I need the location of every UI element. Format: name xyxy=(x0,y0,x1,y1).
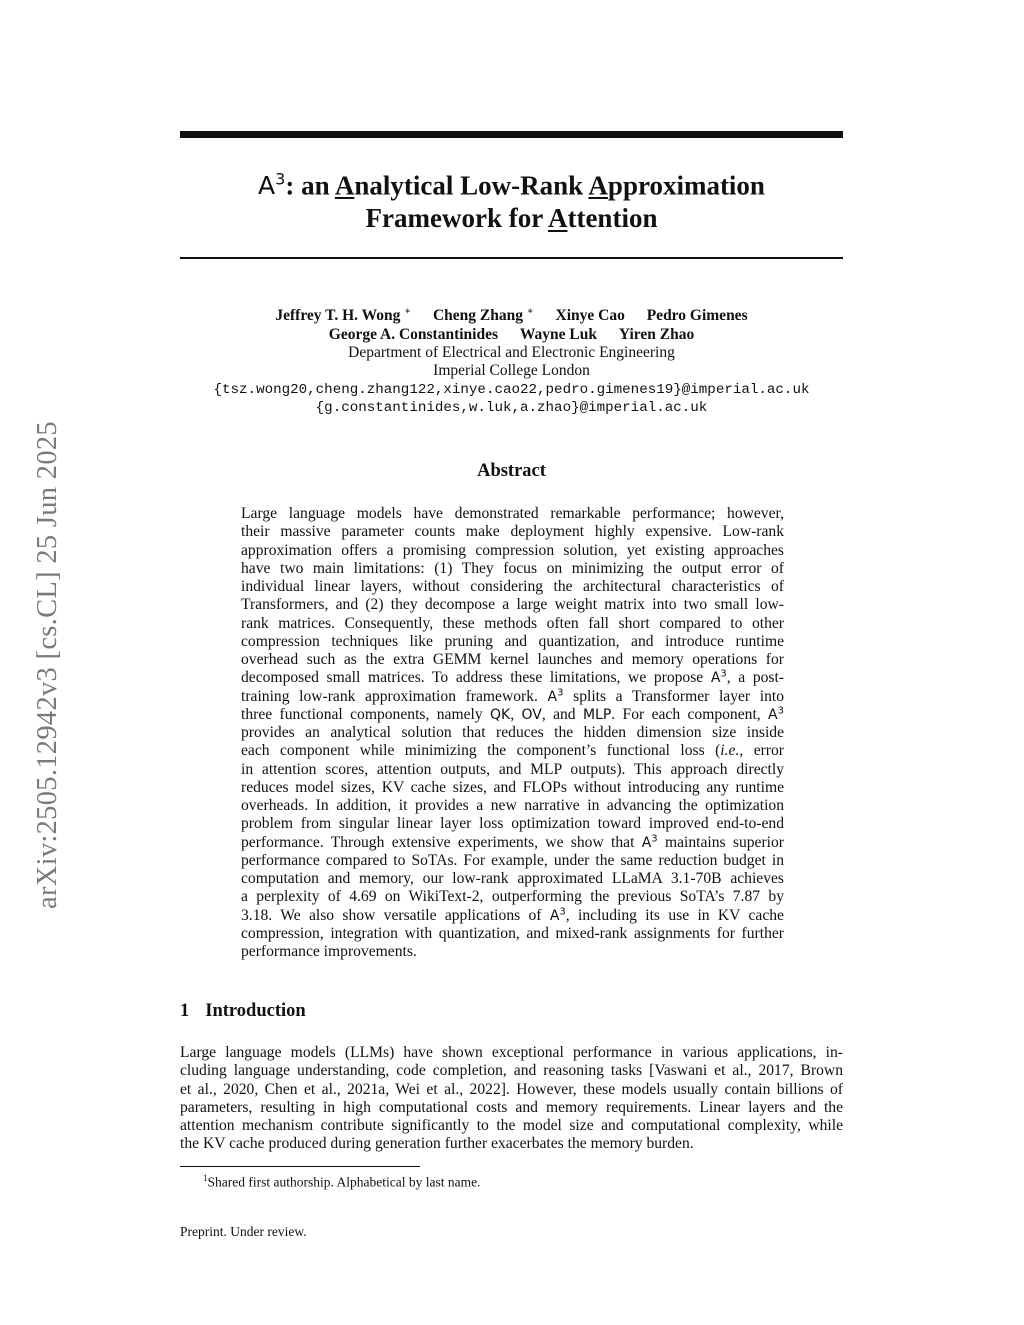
intro-line: parameters, resulting in high computational costs and memory requirements. Linear layers and the xyxy=(180,1098,843,1116)
abstract-line: individual linear layers, without considering the architectural characteristics of xyxy=(241,578,784,595)
author-department: Department of Electrical and Electronic Engineering xyxy=(348,343,675,361)
author-block xyxy=(180,303,843,418)
abstract-line: reduces model sizes, KV cache sizes, and FLOPs without introducing any runtime xyxy=(241,778,784,796)
abstract-line: each component while minimizing the component’s functional loss (i.e., error xyxy=(241,742,784,760)
author-name: Xinye Cao xyxy=(555,307,625,325)
abstract-line: approximation offers a promising compression solution, yet existing approaches xyxy=(241,541,784,559)
author-name: George A. Constantinides xyxy=(328,325,498,343)
abstract-line: overhead such as the extra GEMM kernel launches and memory operations for xyxy=(241,651,784,668)
abstract-line: compression techniques like pruning and quantization, and introduce runtime xyxy=(241,632,784,650)
introduction-text xyxy=(180,1044,843,1154)
title-top-rule xyxy=(180,131,843,138)
abstract-line: problem from singular linear layer loss optimization toward improved end-to-end xyxy=(241,815,784,833)
preprint-notice: Preprint. Under review. xyxy=(180,1224,307,1239)
title-line-2: Framework for Attention xyxy=(365,203,658,234)
intro-line: attention mechanism contribute significantly to the model size and computational complexity, while xyxy=(180,1117,843,1134)
author-email-1: {tsz.wong20,cheng.zhang122,xinye.cao22,pedro.gimenes19}@imperial.ac.uk xyxy=(213,381,810,398)
author-name: Yiren Zhao xyxy=(618,325,695,343)
intro-line: Large language models (LLMs) have shown exceptional performance in various applications, in- xyxy=(180,1044,843,1061)
title-line-1: $A^3$: an Analytical Low-Rank Approximation xyxy=(258,170,765,201)
intro-line: cluding language understanding, code completion, and reasoning tasks [Vaswani et al., 2017, Brown xyxy=(180,1062,843,1080)
title-bottom-rule xyxy=(180,257,843,259)
author-names-row-2 xyxy=(180,326,843,344)
abstract-line: compression, integration with quantization, and mixed-rank assignments for further xyxy=(241,924,784,942)
abstract-line: performance. Through extensive experiments, we show that $A^3$ maintains superior xyxy=(241,832,784,851)
abstract-heading: Abstract xyxy=(477,461,546,481)
arxiv-identifier-stamp: arXiv:2505.12942v3 [cs.CL] 25 Jun 2025 xyxy=(32,421,63,909)
abstract-line: Transformers, and (2) they decompose a large weight matrix into two small low- xyxy=(241,596,784,614)
footnote-rule xyxy=(180,1166,420,1167)
title-symbol: $A^3$ xyxy=(258,170,286,201)
intro-line: the KV cache produced during generation further exacerbates the memory burden. xyxy=(180,1135,694,1153)
abstract-line: computation and memory, our low-rank approximated LLaMA 3.1-70B achieves xyxy=(241,870,784,887)
author-names-row-1 xyxy=(180,303,843,326)
author-name: Jeffrey T. H. Wong ∗ xyxy=(275,306,412,325)
author-institution: Imperial College London xyxy=(433,362,590,380)
section-heading-introduction: 1 Introduction xyxy=(180,1001,306,1021)
abstract-line: Large language models have demonstrated remarkable performance; however, xyxy=(241,505,784,522)
abstract-line: have two main limitations: (1) They focus on minimizing the output error of xyxy=(241,559,784,577)
abstract-line: in attention scores, attention outputs, and MLP outputs). This approach directly xyxy=(241,760,784,778)
footnote: $^1$Shared first authorship. Alphabetical by last name. xyxy=(203,1173,481,1190)
author-email-2: {g.constantinides,w.luk,a.zhao}@imperial.ac.uk xyxy=(315,400,708,417)
abstract-line: performance improvements. xyxy=(241,943,417,960)
abstract-line: three functional components, namely QK, OV, and MLP. For each component, $A^3$ xyxy=(241,705,784,723)
abstract-line: performance compared to SoTAs. For example, under the same reduction budget in xyxy=(241,851,784,869)
abstract-line: training low-rank approximation framework. $A^3$ splits a Transformer layer into xyxy=(241,686,784,705)
abstract-line: overheads. In addition, it provides a new narrative in advancing the optimization xyxy=(241,797,784,814)
abstract-line: provides an analytical solution that reduces the hidden dimension size inside xyxy=(241,724,784,741)
abstract-line: a perplexity of 4.69 on WikiText-2, outperforming the previous SoTA’s 7.87 by xyxy=(241,888,784,906)
abstract-line: 3.18. We also show versatile applications of $A^3$, including its use in KV cache xyxy=(241,905,784,924)
abstract-line: rank matrices. Consequently, these methods often fall short compared to other xyxy=(241,614,784,632)
intro-line: et al., 2020, Chen et al., 2021a, Wei et al., 2022]. However, these models usually contain billions of xyxy=(180,1080,843,1098)
abstract-line: their massive parameter counts make deployment highly expensive. Low-rank xyxy=(241,523,784,541)
author-name: Pedro Gimenes xyxy=(646,307,748,325)
abstract-line: decomposed small matrices. To address these limitations, we propose $A^3$, a post- xyxy=(241,668,785,687)
author-name: Cheng Zhang ∗ xyxy=(432,306,534,325)
abstract-text xyxy=(241,505,784,961)
paper-title xyxy=(180,163,843,235)
author-name: Wayne Luk xyxy=(519,325,597,343)
